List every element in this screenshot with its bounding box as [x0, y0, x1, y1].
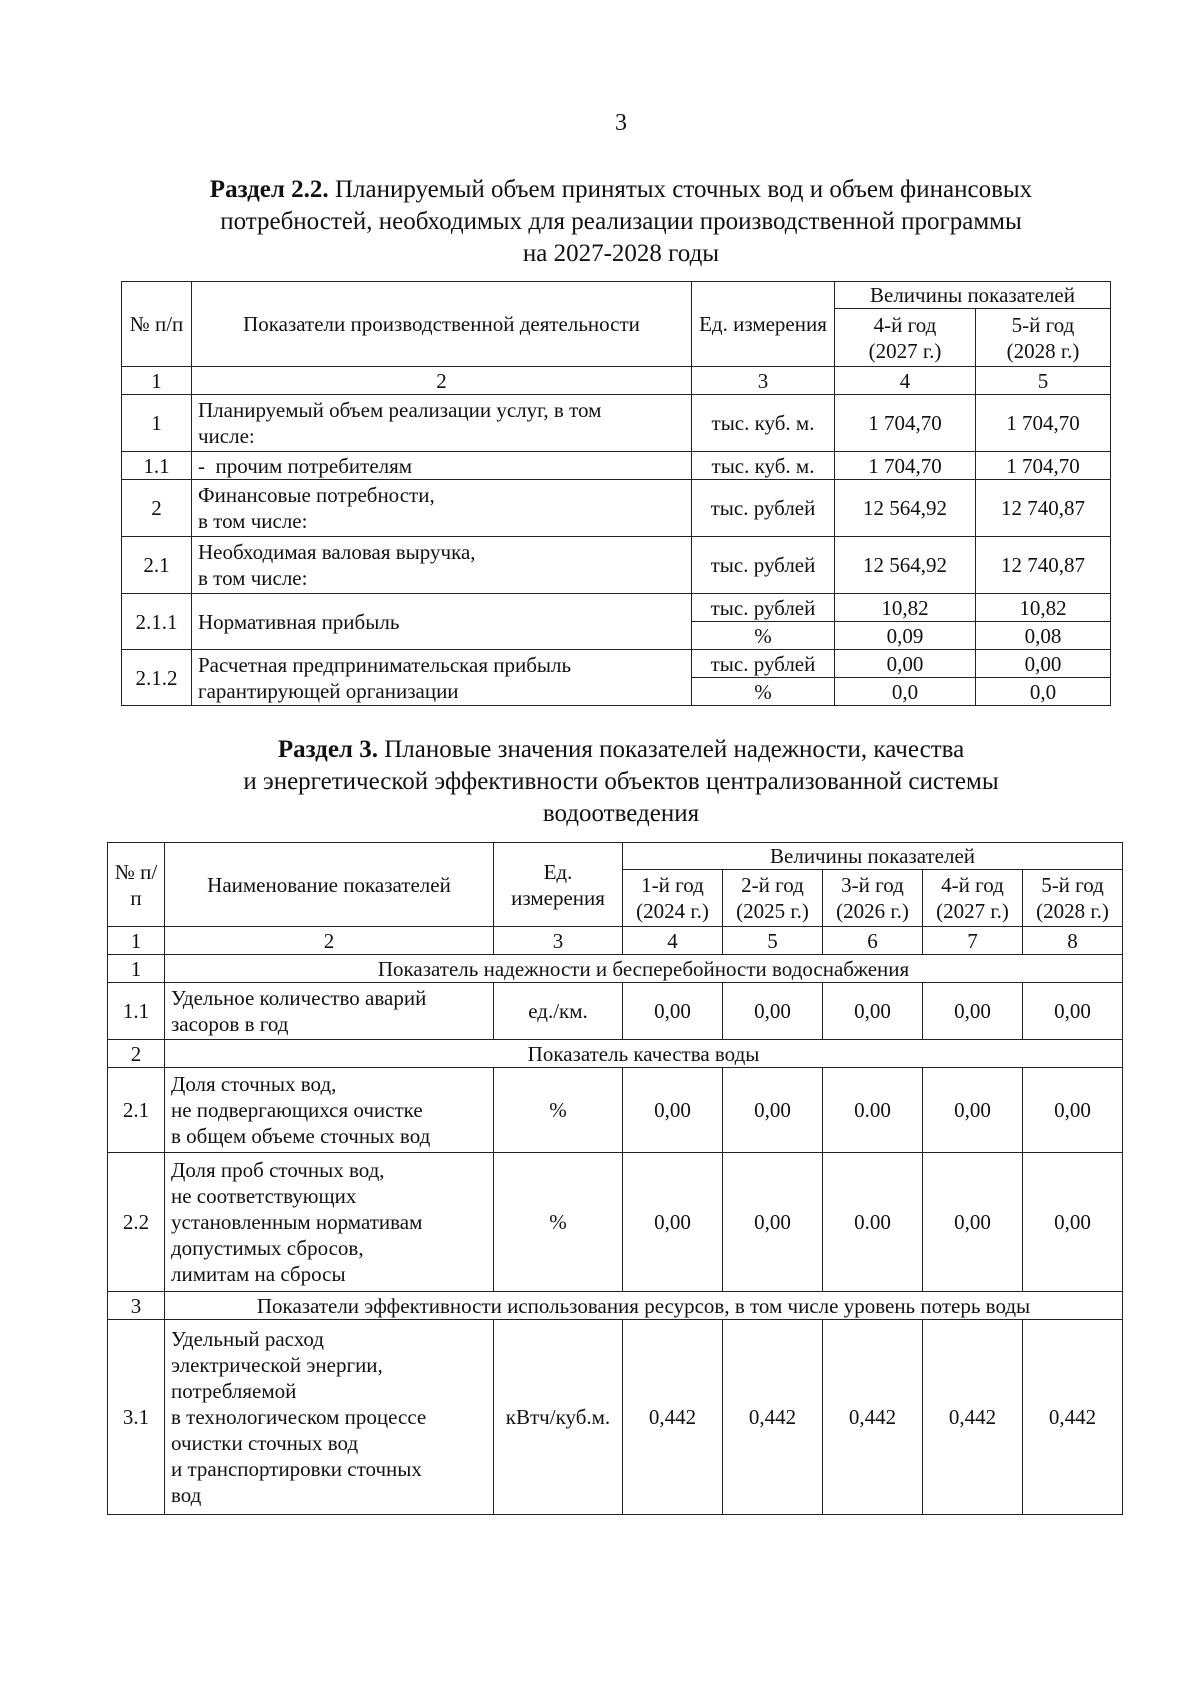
row-value: 0,00 [923, 983, 1023, 1040]
row-num: 1.1 [108, 983, 165, 1040]
row-value-5: 0,00 [976, 650, 1111, 678]
header-unit: Ед. измерения [494, 843, 623, 927]
row-unit: ед./км. [494, 983, 623, 1040]
col-num: 7 [923, 927, 1023, 955]
row-name: Удельный расход электрической энергии, потребляемой в технологическом процессе очистки сточных вод и транспортировки сточных вод [165, 1320, 494, 1515]
row-num: 2.1 [108, 1068, 165, 1153]
col-num: 1 [108, 927, 165, 955]
row-unit: тыс. рублей [692, 480, 835, 537]
col-num: 4 [623, 927, 723, 955]
row-value: 0,00 [723, 983, 823, 1040]
row-value: 0,00 [923, 1068, 1023, 1153]
row-unit: кВтч/куб.м. [494, 1320, 623, 1515]
row-unit: % [692, 622, 835, 650]
section-2-2-title [100, 174, 1142, 270]
row-value: 0,00 [923, 1153, 1023, 1292]
row-num: 2 [122, 480, 192, 537]
row-num: 1 [122, 395, 192, 452]
header-values-group: Величины показателей [623, 843, 1123, 870]
row-name: Удельное количество аварий засоров в год [165, 983, 494, 1040]
indicators-table [107, 842, 1123, 1515]
row-value-4: 10,82 [835, 594, 976, 622]
header-year-2: 2-й год (2025 г.) [723, 870, 823, 927]
row-unit: тыс. куб. м. [692, 395, 835, 452]
table-row [122, 594, 1111, 622]
group-title: Показатель качества воды [165, 1040, 1123, 1068]
row-name: Нормативная прибыль [192, 594, 692, 650]
row-value-4: 12 564,92 [835, 480, 976, 537]
col-num: 3 [494, 927, 623, 955]
row-value: 0,442 [723, 1320, 823, 1515]
col-num: 2 [192, 367, 692, 395]
group-num: 1 [108, 955, 165, 983]
row-value-5: 12 740,87 [976, 480, 1111, 537]
row-unit: % [494, 1153, 623, 1292]
row-value: 0,00 [823, 983, 923, 1040]
group-title: Показатели эффективности использования ресурсов, в том числе уровень потерь воды [165, 1292, 1123, 1320]
row-num: 3.1 [108, 1320, 165, 1515]
col-num: 6 [823, 927, 923, 955]
header-year-4: 4-й год (2027 г.) [923, 870, 1023, 927]
row-unit: тыс. рублей [692, 650, 835, 678]
row-unit: тыс. рублей [692, 594, 835, 622]
row-value-4: 12 564,92 [835, 537, 976, 594]
header-num: № п/п [122, 282, 192, 367]
row-name: Расчетная предпринимательская прибыль гарантирующей организации [192, 650, 692, 706]
group-row [108, 1040, 1123, 1068]
row-name: Планируемый объем реализации услуг, в том числе: [192, 395, 692, 452]
col-num: 1 [122, 367, 192, 395]
row-value: 0,00 [723, 1068, 823, 1153]
row-value: 0,00 [1023, 1068, 1123, 1153]
header-num: № п/п [108, 843, 165, 927]
group-num: 2 [108, 1040, 165, 1068]
row-value-5: 12 740,87 [976, 537, 1111, 594]
row-value: 0,442 [923, 1320, 1023, 1515]
row-value-4: 0,00 [835, 650, 976, 678]
table-row [122, 395, 1111, 452]
table-row [108, 1320, 1123, 1515]
section-3-title-bold: Раздел 3. [277, 736, 378, 763]
column-numbers-row [122, 367, 1111, 395]
group-num: 3 [108, 1292, 165, 1320]
header-unit: Ед. измерения [692, 282, 835, 367]
section-3-title-line-2: и энергетической эффективности объектов централизованной системы [243, 768, 999, 795]
row-value-5: 10,82 [976, 594, 1111, 622]
row-value-4: 0,09 [835, 622, 976, 650]
row-value: 0,00 [723, 1153, 823, 1292]
table-row [122, 650, 1111, 678]
section-3-title-line-3: водоотведения [542, 800, 700, 827]
row-unit: % [494, 1068, 623, 1153]
col-num: 5 [723, 927, 823, 955]
section-2-2-title-bold: Раздел 2.2. [209, 176, 329, 203]
row-unit: % [692, 678, 835, 706]
header-name: Показатели производственной деятельности [192, 282, 692, 367]
col-num: 8 [1023, 927, 1123, 955]
section-3-title-line-1: Плановые значения показателей надежности, качества [377, 736, 965, 763]
row-num: 2.1 [122, 537, 192, 594]
table-row [122, 480, 1111, 537]
row-value-4: 1 704,70 [835, 452, 976, 480]
table-row [108, 983, 1123, 1040]
row-unit: тыс. рублей [692, 537, 835, 594]
row-name: Доля сточных вод, не подвергающихся очистке в общем объеме сточных вод [165, 1068, 494, 1153]
page-number: 3 [615, 110, 627, 136]
col-num: 5 [976, 367, 1111, 395]
production-program-table [121, 281, 1111, 706]
section-3-title [100, 734, 1142, 830]
col-num: 2 [165, 927, 494, 955]
row-value: 0.00 [823, 1153, 923, 1292]
header-year-5: 5-й год (2028 г.) [976, 309, 1111, 367]
row-value-5: 1 704,70 [976, 395, 1111, 452]
header-values-group: Величины показателей [835, 282, 1111, 309]
group-row [108, 1292, 1123, 1320]
table-row [122, 452, 1111, 480]
row-value: 0,00 [1023, 1153, 1123, 1292]
column-numbers-row [108, 927, 1123, 955]
row-value-5: 1 704,70 [976, 452, 1111, 480]
table-row [108, 1153, 1123, 1292]
row-num: 2.2 [108, 1153, 165, 1292]
section-2-2-title-line-1: Планируемый объем принятых сточных вод и объем финансовых [328, 176, 1033, 203]
row-name: Необходимая валовая выручка, в том числе: [192, 537, 692, 594]
row-value-5: 0,08 [976, 622, 1111, 650]
group-row [108, 955, 1123, 983]
row-value: 0,00 [623, 983, 723, 1040]
row-name: Финансовые потребности, в том числе: [192, 480, 692, 537]
row-value-5: 0,0 [976, 678, 1111, 706]
col-num: 4 [835, 367, 976, 395]
row-value-4: 0,0 [835, 678, 976, 706]
row-name: Доля проб сточных вод, не соответствующих установленным нормативам допустимых сбросов, лимитам на сбросы [165, 1153, 494, 1292]
row-num: 2.1.1 [122, 594, 192, 650]
section-2-2-title-line-3: на 2027-2028 годы [522, 240, 720, 267]
header-year-5: 5-й год (2028 г.) [1023, 870, 1123, 927]
header-year-1: 1-й год (2024 г.) [623, 870, 723, 927]
row-value: 0,442 [823, 1320, 923, 1515]
row-num: 1.1 [122, 452, 192, 480]
row-value: 0,442 [1023, 1320, 1123, 1515]
row-num: 2.1.2 [122, 650, 192, 706]
table-row [122, 537, 1111, 594]
row-value: 0,00 [1023, 983, 1123, 1040]
row-value: 0.00 [823, 1068, 923, 1153]
group-title: Показатель надежности и бесперебойности водоснабжения [165, 955, 1123, 983]
row-value-4: 1 704,70 [835, 395, 976, 452]
header-year-3: 3-й год (2026 г.) [823, 870, 923, 927]
header-year-4: 4-й год (2027 г.) [835, 309, 976, 367]
row-unit: тыс. куб. м. [692, 452, 835, 480]
header-name: Наименование показателей [165, 843, 494, 927]
col-num: 3 [692, 367, 835, 395]
row-value: 0,00 [623, 1153, 723, 1292]
row-name: - прочим потребителям [192, 452, 692, 480]
row-value: 0,442 [623, 1320, 723, 1515]
section-2-2-title-line-2: потребностей, необходимых для реализации производственной программы [220, 208, 1022, 235]
row-value: 0,00 [623, 1068, 723, 1153]
table-row [108, 1068, 1123, 1153]
